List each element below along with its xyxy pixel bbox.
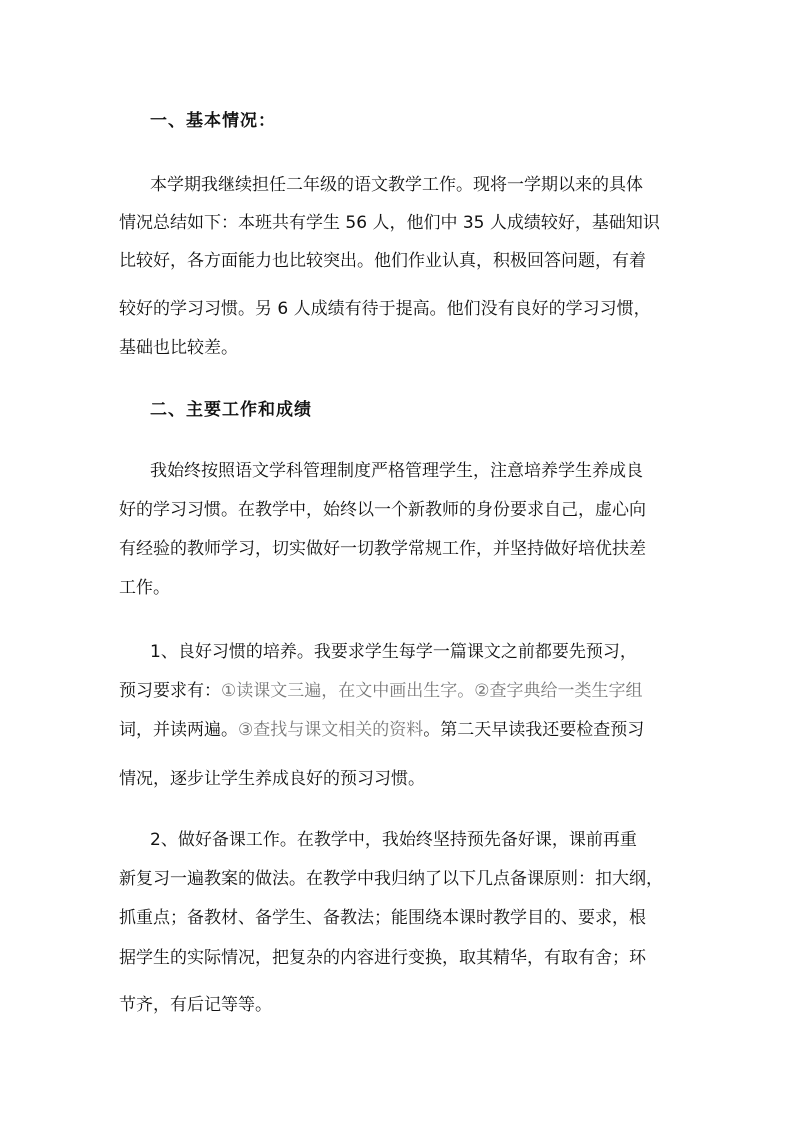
text-line: 情况总结如下：本班共有学生 56 人，他们中 35 人成绩较好，基础知识 xyxy=(119,213,660,233)
text-span: 词，并读两遍。 xyxy=(119,720,238,740)
text-line: 据学生的实际情况，把复杂的内容进行变换，取其精华，有取有舍；环 xyxy=(119,948,646,968)
text-line: 好的学习习惯。在教学中，始终以一个新教师的身份要求自己，虚心向 xyxy=(119,500,646,520)
text-line: 节齐，有后记等等。 xyxy=(119,995,272,1015)
section-heading-main-work: 二、主要工作和成绩 xyxy=(150,400,312,420)
text-line: 有经验的教师学习，切实做好一切教学常规工作，并坚持做好培优扶差 xyxy=(119,539,646,559)
text-span: 预习要求有： xyxy=(119,681,221,701)
section-heading-basic: 一、基本情况： xyxy=(150,111,276,131)
text-line: 工作。 xyxy=(119,578,170,598)
text-line: 我始终按照语文学科管理制度严格管理学生，注意培养学生养成良 xyxy=(150,461,643,481)
text-span: 。第二天早读我还要检查预习 xyxy=(423,720,645,740)
text-line: 2、做好备课工作。在教学中，我始终坚持预先备好课，课前再重 xyxy=(150,830,637,850)
text-line: 1、良好习惯的培养。我要求学生每学一篇课文之前都要先预习， xyxy=(150,642,637,662)
text-line xyxy=(119,676,642,701)
text-line xyxy=(119,715,644,740)
text-line: 情况，逐步让学生养成良好的预习习惯。 xyxy=(119,769,425,789)
text-line: 本学期我继续担任二年级的语文教学工作。现将一学期以来的具体 xyxy=(150,175,643,195)
text-line: 较好的学习习惯。另 6 人成绩有待于提高。他们没有良好的学习习惯， xyxy=(119,299,651,319)
text-line: 新复习一遍教案的做法。在教学中我归纳了以下几点备课原则：扣大纲， xyxy=(119,869,663,889)
text-span-highlight: ①读课文三遍，在文中画出生字。②查字典给一类生字组 xyxy=(221,681,643,701)
text-line: 抓重点；备教材、备学生、备教法；能围绕本课时教学目的、要求，根 xyxy=(119,908,646,928)
text-line: 比较好，各方面能力也比较突出。他们作业认真，积极回答问题，有着 xyxy=(119,251,646,271)
text-line: 基础也比较差。 xyxy=(119,338,238,358)
text-span-highlight: ③查找与课文相关的资料 xyxy=(238,720,424,740)
